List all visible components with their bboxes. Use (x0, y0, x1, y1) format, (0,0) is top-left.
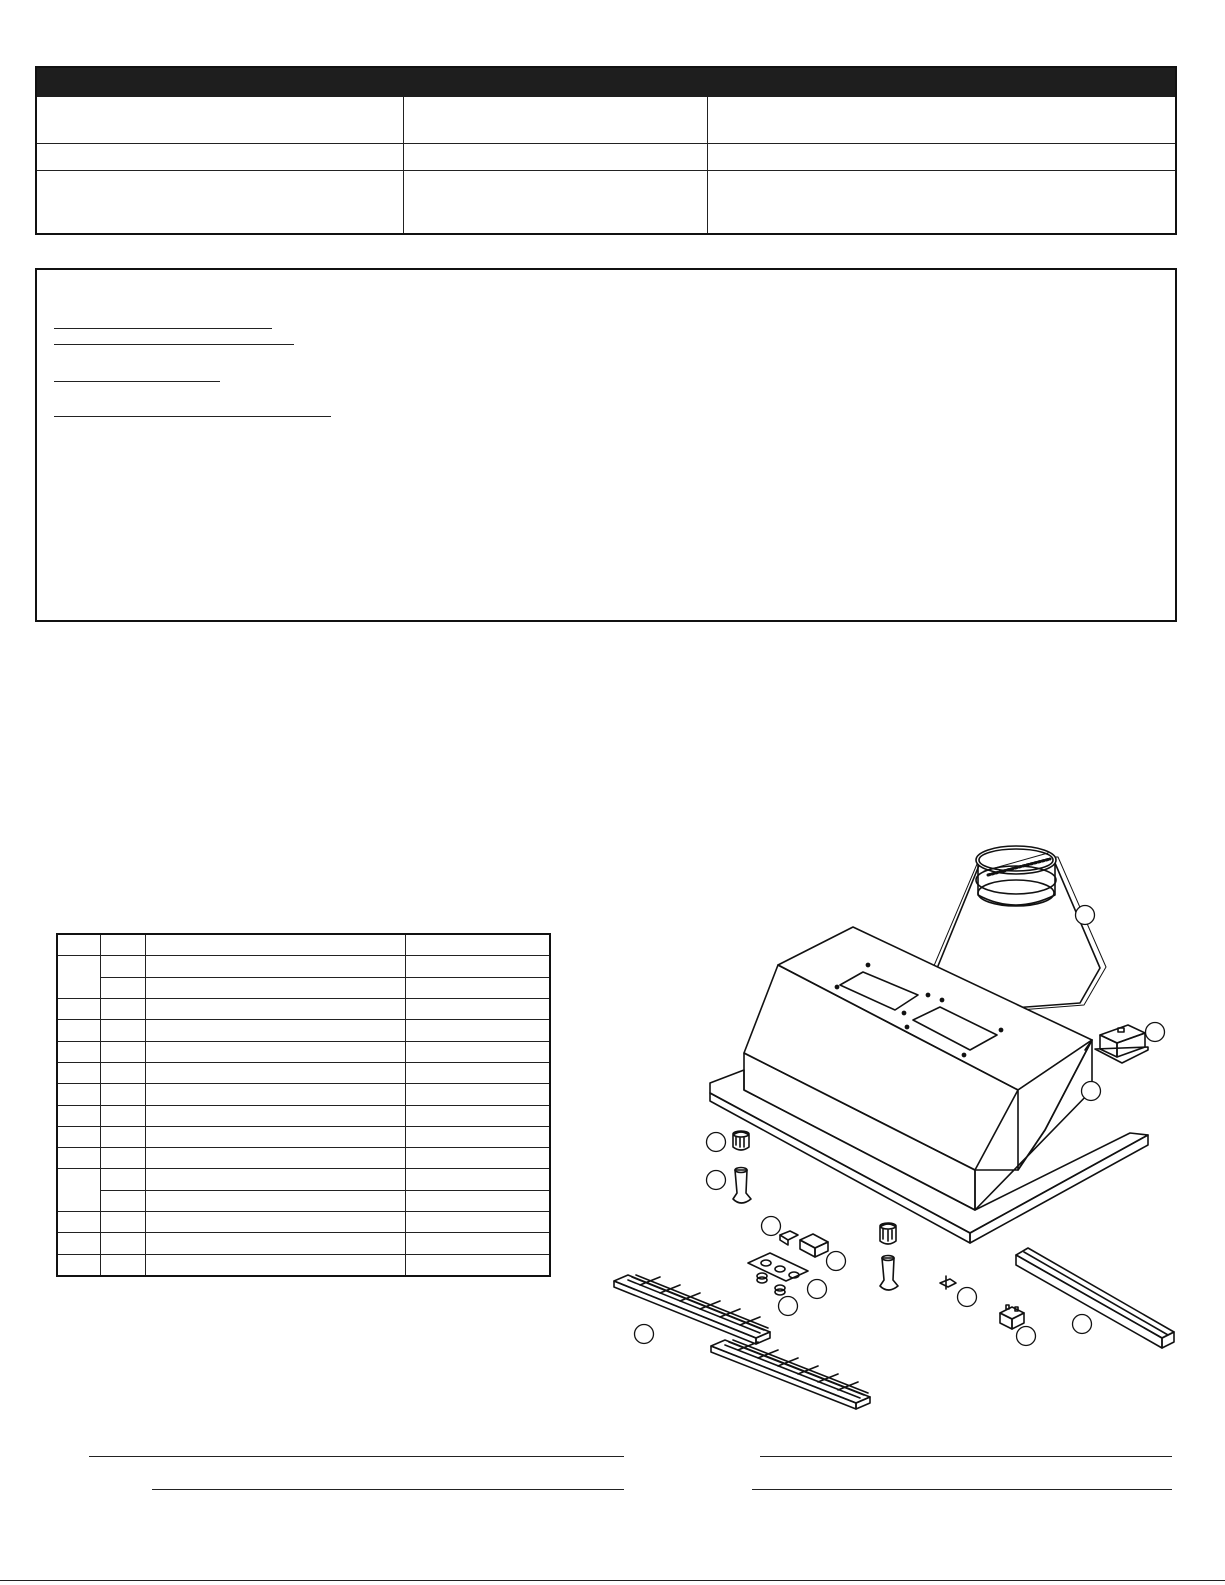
junction-box-part (1095, 1025, 1148, 1063)
parts-col-divider (100, 935, 101, 1275)
parts-row-divider (58, 1126, 549, 1127)
spec-row (37, 143, 1175, 170)
callout-bubble (762, 1217, 781, 1236)
parts-row-divider (58, 1083, 549, 1084)
parts-row-divider (58, 1211, 549, 1212)
relay-part (1000, 1305, 1024, 1329)
callout-bubble (1073, 1315, 1092, 1334)
callout-bubble (1017, 1327, 1036, 1346)
callout-bubble (1146, 1023, 1165, 1042)
range-hood-insert-exploded-view-icon (600, 835, 1200, 1415)
parts-col-divider (145, 935, 146, 1275)
parts-row-divider (58, 1062, 549, 1063)
spec-row (37, 97, 1175, 143)
mounting-rail-part (1016, 1248, 1174, 1348)
parts-row-divider (58, 955, 549, 956)
parts-list-table (56, 933, 551, 1277)
signature-line (752, 1489, 1172, 1490)
callout-bubble (808, 1280, 827, 1299)
callout-bubble (779, 1297, 798, 1316)
page-bottom-rule (0, 1580, 1225, 1581)
callout-bubble (635, 1325, 654, 1344)
spec-table-header (37, 68, 1175, 97)
parts-row-divider (58, 998, 549, 999)
callout-bubble (1082, 1082, 1101, 1101)
signature-line (760, 1456, 1172, 1457)
clip-part (940, 1276, 956, 1289)
grease-filter-part (711, 1340, 870, 1409)
note-underline (54, 344, 294, 345)
note-underline (54, 381, 220, 382)
signature-line (152, 1489, 624, 1490)
parts-row-divider (100, 977, 549, 978)
control-knob-left-part (733, 1131, 751, 1203)
parts-row-divider (58, 1019, 549, 1020)
callout-bubble (1076, 906, 1095, 925)
note-underline (54, 328, 272, 329)
spec-row (37, 170, 1175, 233)
specifications-table (35, 66, 1177, 235)
callout-bubble (827, 1252, 846, 1271)
callout-bubble (958, 1288, 977, 1307)
notes-box (35, 268, 1177, 622)
note-underline (54, 416, 331, 417)
parts-row-divider (58, 1168, 549, 1169)
parts-row-divider (58, 1254, 549, 1255)
parts-row-divider (58, 1147, 549, 1148)
control-knob-center-part (880, 1223, 898, 1290)
callout-bubble (707, 1171, 726, 1190)
signature-line (89, 1456, 624, 1457)
parts-col-divider (405, 935, 406, 1275)
parts-row-divider (100, 1190, 549, 1191)
parts-row-divider (58, 1232, 549, 1233)
parts-row-divider (58, 1041, 549, 1042)
parts-row-divider (58, 1105, 549, 1106)
spec-header-text (37, 74, 45, 90)
callout-bubble (707, 1133, 726, 1152)
